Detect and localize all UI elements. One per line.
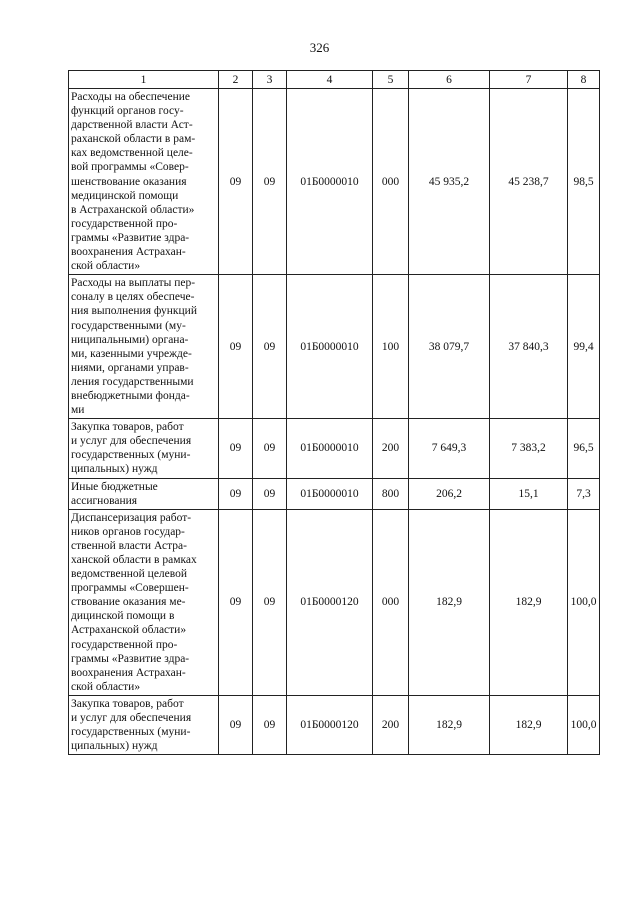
subsection-code-cell: 09 — [253, 89, 287, 275]
description-line: Астраханской области» — [71, 624, 187, 637]
execution-percent-cell: 98,5 — [568, 89, 600, 275]
planned-amount-cell: 182,9 — [409, 695, 490, 754]
description-line: ния выполнения функций — [71, 305, 197, 318]
description-line: ления государственными — [71, 375, 194, 388]
table-row — [69, 275, 600, 419]
description-line: функций органов госу- — [71, 105, 184, 118]
description-line: ствование оказания ме- — [71, 596, 186, 609]
executed-amount-cell: 182,9 — [490, 509, 568, 695]
subsection-code-cell: 09 — [253, 419, 287, 478]
row-description — [69, 478, 219, 509]
section-code-cell: 09 — [219, 509, 253, 695]
section-code-cell: 09 — [219, 695, 253, 754]
description-line: вой программы «Совер- — [71, 161, 189, 174]
expense-type-cell: 800 — [373, 478, 409, 509]
executed-amount-cell: 7 383,2 — [490, 419, 568, 478]
planned-amount-cell: 206,2 — [409, 478, 490, 509]
planned-amount-cell: 45 935,2 — [409, 89, 490, 275]
description-line: Расходы на обеспечение — [71, 91, 190, 103]
budget-table — [68, 70, 600, 755]
description-line: ской области» — [71, 260, 141, 273]
description-line: ассигнования — [71, 494, 138, 507]
section-code-cell: 09 — [219, 419, 253, 478]
subsection-code-cell: 09 — [253, 509, 287, 695]
expense-type-cell: 000 — [373, 509, 409, 695]
execution-percent-cell: 100,0 — [568, 509, 600, 695]
description-line: государственных (муни- — [71, 726, 191, 739]
row-description — [69, 89, 219, 275]
description-line: государственной про- — [71, 638, 178, 651]
target-article-cell: 01Б0000120 — [287, 695, 373, 754]
description-line: ми — [71, 404, 85, 417]
description-line: Закупка товаров, работ — [71, 697, 184, 710]
header-col-1: 1 — [69, 71, 219, 89]
description-line: ской области» — [71, 680, 141, 693]
planned-amount-cell: 7 649,3 — [409, 419, 490, 478]
description-line: и услуг для обеспечения — [71, 435, 192, 448]
executed-amount-cell: 37 840,3 — [490, 275, 568, 419]
header-col-7: 7 — [490, 71, 568, 89]
row-description — [69, 695, 219, 754]
subsection-code-cell: 09 — [253, 478, 287, 509]
description-line: ципальных) нужд — [71, 463, 158, 476]
description-line: шенствование оказания — [71, 175, 187, 188]
description-line: ми, казенными учрежде- — [71, 347, 192, 360]
row-description — [69, 419, 219, 478]
description-line: ципальных) нужд — [71, 740, 158, 753]
description-line: государственными (му- — [71, 319, 186, 332]
header-col-8: 8 — [568, 71, 600, 89]
description-line: ках ведомственной целе- — [71, 147, 193, 160]
header-col-6: 6 — [409, 71, 490, 89]
table-row — [69, 509, 600, 695]
planned-amount-cell: 38 079,7 — [409, 275, 490, 419]
execution-percent-cell: 100,0 — [568, 695, 600, 754]
description-line: государственной про- — [71, 217, 178, 230]
description-line: медицинской помощи — [71, 189, 179, 202]
target-article-cell: 01Б0000010 — [287, 275, 373, 419]
target-article-cell: 01Б0000010 — [287, 89, 373, 275]
subsection-code-cell: 09 — [253, 275, 287, 419]
description-line: внебюджетными фонда- — [71, 389, 190, 402]
description-line: дарственной власти Аст- — [71, 119, 193, 132]
target-article-cell: 01Б0000120 — [287, 509, 373, 695]
description-line: в Астраханской области» — [71, 203, 195, 216]
description-line: воохранения Астрахан- — [71, 666, 186, 679]
row-description — [69, 509, 219, 695]
section-code-cell: 09 — [219, 478, 253, 509]
subsection-code-cell: 09 — [253, 695, 287, 754]
table-row — [69, 478, 600, 509]
description-line: ниципальными) органа- — [71, 333, 189, 346]
header-col-3: 3 — [253, 71, 287, 89]
description-line: программы «Совершен- — [71, 582, 189, 595]
description-line: ниями, органами управ- — [71, 361, 189, 374]
section-code-cell: 09 — [219, 89, 253, 275]
description-line: ведомственной целевой — [71, 568, 188, 581]
header-col-5: 5 — [373, 71, 409, 89]
description-line: раханской области в рам- — [71, 133, 196, 146]
page-number: 326 — [309, 40, 330, 55]
planned-amount-cell: 182,9 — [409, 509, 490, 695]
execution-percent-cell: 99,4 — [568, 275, 600, 419]
description-line: граммы «Развитие здра- — [71, 231, 190, 244]
description-line: Расходы на выплаты пер- — [71, 277, 196, 290]
table-row — [69, 89, 600, 275]
execution-percent-cell: 96,5 — [568, 419, 600, 478]
description-line: и услуг для обеспечения — [71, 712, 192, 725]
header-col-2: 2 — [219, 71, 253, 89]
description-line: соналу в целях обеспече- — [71, 291, 195, 304]
execution-percent-cell: 7,3 — [568, 478, 600, 509]
description-line: ханской области в рамках — [71, 554, 197, 566]
description-line: Закупка товаров, работ — [71, 421, 184, 434]
description-line: Диспансеризация работ- — [71, 511, 192, 524]
description-line: ственной власти Астра- — [71, 539, 187, 552]
expense-type-cell: 000 — [373, 89, 409, 275]
expense-type-cell: 100 — [373, 275, 409, 419]
executed-amount-cell: 15,1 — [490, 478, 568, 509]
target-article-cell: 01Б0000010 — [287, 478, 373, 509]
description-line: воохранения Астрахан- — [71, 246, 186, 259]
description-line: ников органов государ- — [71, 525, 185, 538]
description-line: граммы «Развитие здра- — [71, 652, 190, 665]
table-row — [69, 419, 600, 478]
section-code-cell: 09 — [219, 275, 253, 419]
header-col-4: 4 — [287, 71, 373, 89]
target-article-cell: 01Б0000010 — [287, 419, 373, 478]
table-header-row — [69, 71, 600, 89]
row-description — [69, 275, 219, 419]
table-row — [69, 695, 600, 754]
description-line: Иные бюджетные — [71, 480, 158, 493]
expense-type-cell: 200 — [373, 419, 409, 478]
description-line: дицинской помощи в — [71, 610, 175, 623]
executed-amount-cell: 182,9 — [490, 695, 568, 754]
description-line: государственных (муни- — [71, 449, 191, 462]
executed-amount-cell: 45 238,7 — [490, 89, 568, 275]
expense-type-cell: 200 — [373, 695, 409, 754]
table-body — [69, 89, 600, 755]
